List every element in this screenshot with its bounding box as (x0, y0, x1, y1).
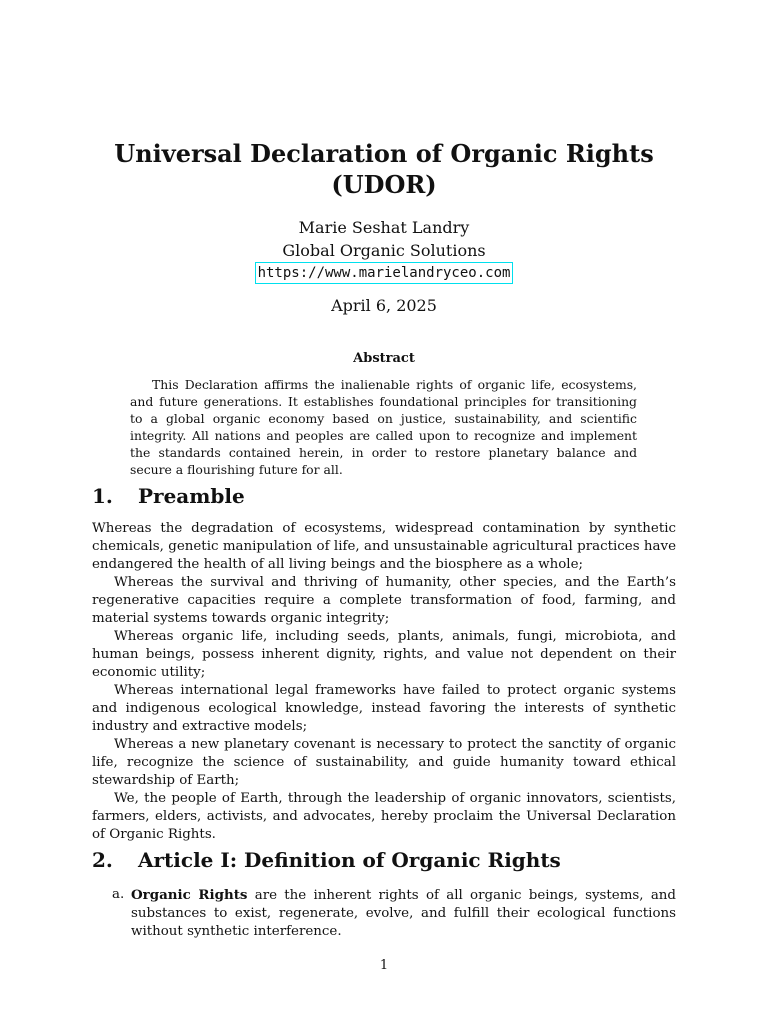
author-organization: Global Organic Solutions (282, 241, 486, 260)
preamble-paragraph: We, the people of Earth, through the leadership of organic innovators, scientists, farmers, elders, activists, and advocates, hereby proclaim the Universal Declaration of Organic Rights. (92, 791, 676, 842)
page-number: 1 (379, 958, 389, 973)
url-container (92, 262, 676, 284)
defined-term: Organic Rights (131, 887, 248, 903)
document-title: Universal Declaration of Organic Rights (UDOR) (114, 139, 654, 199)
section-number: 1. (92, 484, 113, 508)
abstract-heading: Abstract (353, 351, 415, 366)
section-heading-article-1 (92, 846, 561, 874)
preamble-paragraph: Whereas the degradation of ecosystems, widespread contamination by synthetic chemicals, genetic manipulation of life, and unsustainable agricultural practices have endangered the health of all living beings and the biosphere as a whole; (92, 521, 676, 572)
section-heading-preamble (92, 482, 245, 510)
section-number: 2. (92, 848, 113, 872)
section-title: Preamble (138, 484, 245, 508)
abstract-text: This Declaration affirms the inalienable rights of organic life, ecosystems, and future generations. It establishes foundational principles for transitioning to a global organic economy based on justice, sustainability, and scientific integrity. All nations and peoples are called upon to recognize and implement the standards contained herein, in order to restore planetary balance and secure a flourishing future for all. (130, 377, 637, 477)
preamble-paragraph: Whereas international legal frameworks have failed to protect organic systems and indigenous ecological knowledge, instead favoring the interests of synthetic industry and extractive models; (92, 683, 676, 734)
article-1-list (92, 886, 676, 941)
list-item (92, 886, 676, 941)
author-url-link[interactable]: https://www.marielandryceo.com (255, 262, 514, 284)
preamble-paragraph: Whereas a new planetary covenant is necessary to protect the sanctity of organic life, recognize the science of sustainability, and guide humanity toward ethical stewardship of Earth; (92, 737, 676, 788)
preamble-paragraph: Whereas the survival and thriving of humanity, other species, and the Earth’s regenerative capacities require a complete transformation of food, farming, and material systems towards organic integrity; (92, 575, 676, 626)
section-title: Article I: Definition of Organic Rights (138, 848, 561, 872)
author-name: Marie Seshat Landry (298, 218, 470, 237)
list-marker: a. (112, 887, 125, 902)
definition-text: are the inherent rights of all organic beings, systems, and substances to exist, regenerate, evolve, and fulfill their ecological functions without synthetic interference. (131, 888, 677, 939)
preamble-body (92, 520, 676, 844)
document-date: April 6, 2025 (331, 296, 437, 315)
preamble-paragraph: Whereas organic life, including seeds, plants, animals, fungi, microbiota, and human beings, possess inherent dignity, rights, and value not dependent on their economic utility; (92, 629, 676, 680)
